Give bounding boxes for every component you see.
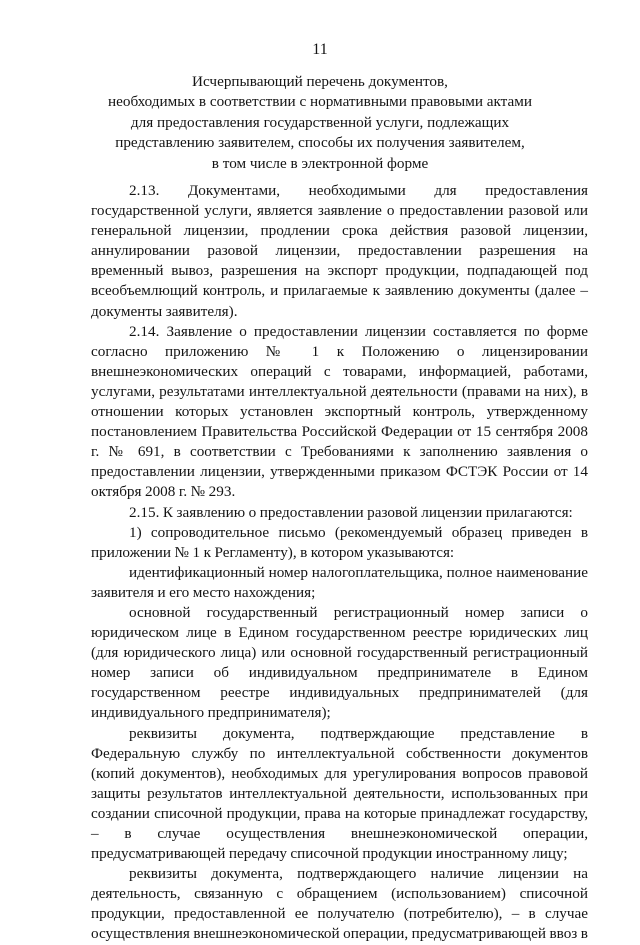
body-text (91, 181, 588, 945)
heading-line: для предоставления государственной услуги, подлежащих (130, 113, 510, 131)
heading-line: в том числе в электронной форме (211, 154, 429, 172)
section-heading (0, 72, 640, 174)
paragraph-2-15: 2.15. К заявлению о предоставлении разовой лицензии прилагаются: (129, 503, 573, 521)
list-item-cover-letter: 1) сопроводительное письмо (рекомендуемый образец приведен в приложении № 1 к Регламенту), в котором указываются: (91, 523, 588, 561)
page-number: 11 (312, 41, 328, 58)
heading-line: представлению заявителем, способы их получения заявителем, (115, 134, 525, 152)
list-subitem-ip-rights-document: реквизиты документа, подтверждающие представление в Федеральную службу по интеллектуальной собственности документов (копий документов), необходимых для урегулирования вопросов правовой защиты результатов интеллектуальной деятельности, использованных при создании списочной продукции, права на которые принадлежат государству, – в случае осуществления внешнеэкономической операции, предусматривающей передачу списочной продукции иностранному лицу; (91, 724, 588, 863)
list-subitem-ogrn: основной государственный регистрационный номер записи о юридическом лице в Едином государственном реестре юридических лиц (для юридического лица) или основной государственный регистрационный номер записи об индивидуальном предпринимателе в Едином государственном реестре индивидуальных предпринимателей (для индивидуального предпринимателя); (91, 603, 588, 722)
paragraph-2-13: 2.13. Документами, необходимыми для предоставления государственной услуги, является заявление о предоставлении разовой или генеральной лицензии, продлении срока действия разовой лицензии, аннулировании разовой лицензии, предоставлении разрешения на временный вывоз, разрешения на экспорт продукции, подпадающей под всеобъемлющий контроль, и прилагаемые к заявлению документы (далее – документы заявителя). (91, 182, 588, 320)
heading-line: Исчерпывающий перечень документов, (192, 73, 448, 90)
list-subitem-license-document: реквизиты документа, подтверждающего наличие лицензии на деятельность, связанную с обращением (использованием) списочной продукции, предоставленной ее получателю (потребителю), – в случае осуществления внешнеэкономической операции, предусматривающей ввоз в (91, 865, 588, 943)
list-subitem-inn: идентификационный номер налогоплательщика, полное наименование заявителя и его место нахождения; (91, 563, 588, 601)
paragraph-2-14: 2.14. Заявление о предоставлении лицензии составляется по форме согласно приложению № 1 к Положению о лицензировании внешнеэкономических операций с товарами, информацией, работами, услугами, результатами интеллектуальной деятельности (правами на них), в отношении которых установлен экспортный контроль, утвержденному постановлением Правительства Российской Федерации от 15 сентября 2008 г. № 691, в соответствии с Требованиями к заполнению заявления о предоставлении лицензии, утвержденными приказом ФСТЭК России от 14 октября 2008 г. № 293. (91, 322, 588, 501)
heading-line: необходимых в соответствии с нормативными правовыми актами (108, 93, 532, 111)
